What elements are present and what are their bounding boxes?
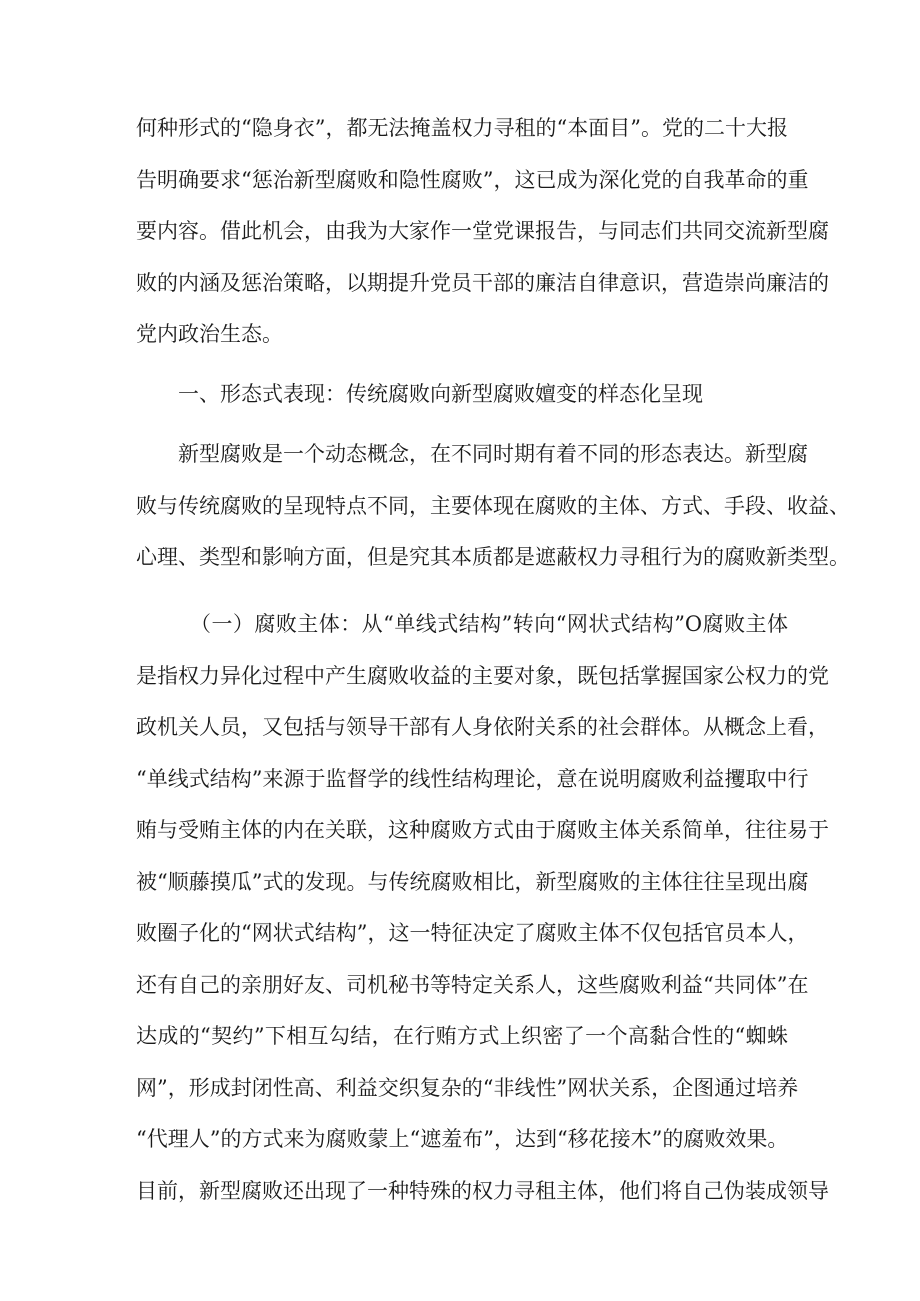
paragraph-line: 败与传统腐败的呈现特点不同，主要体现在腐败的主体、方式、手段、收益、 xyxy=(136,494,850,518)
paragraph-line: 要内容。借此机会，由我为大家作一堂党课报告，与同志们共同交流新型腐 xyxy=(136,219,829,243)
paragraph-line: 被“顺藤摸瓜”式的发现。与传统腐败相比，新型腐败的主体往往呈现出腐 xyxy=(136,870,809,894)
paragraph-line: 败的内涵及惩治策略，以期提升党员干部的廉洁自律意识，营造崇尚廉洁的 xyxy=(136,271,829,295)
paragraph-line: 网”，形成封闭性高、利益交织复杂的“非线性”网状关系，企图通过培养 xyxy=(136,1076,799,1100)
paragraph-line: 是指权力异化过程中产生腐败收益的主要对象，既包括掌握国家公权力的党 xyxy=(136,664,829,688)
paragraph-line: 还有自己的亲朋好友、司机秘书等特定关系人，这些腐败利益“共同体”在 xyxy=(136,973,809,997)
paragraph-line: “代理人”的方式来为腐败蒙上“遮羞布”，达到“移花接木”的腐败效果。 xyxy=(136,1127,789,1151)
paragraph-line: 政机关人员，又包括与领导干部有人身依附关系的社会群体。从概念上看， xyxy=(136,715,829,739)
section-heading: 一、形态式表现：传统腐败向新型腐败嬗变的样态化呈现 xyxy=(178,382,703,406)
paragraph-line: 目前，新型腐败还出现了一种特殊的权力寻租主体，他们将自己伪装成领导 xyxy=(136,1179,829,1203)
paragraph-line: 贿与受贿主体的内在关联，这种腐败方式由于腐败主体关系简单，往往易于 xyxy=(136,818,829,842)
paragraph-line: 新型腐败是一个动态概念，在不同时期有着不同的形态表达。新型腐 xyxy=(178,442,808,466)
paragraph-line: 党内政治生态。 xyxy=(136,322,283,346)
paragraph-line: 达成的“契约”下相互勾结，在行贿方式上织密了一个高黏合性的“蜘蛛 xyxy=(136,1024,788,1048)
paragraph-line: 告明确要求“惩治新型腐败和隐性腐败”，这已成为深化党的自我革命的重 xyxy=(136,168,809,192)
paragraph-line: “单线式结构”来源于监督学的线性结构理论，意在说明腐败利益攫取中行 xyxy=(136,767,809,791)
paragraph-line: 败圈子化的“网状式结构”，这一特征决定了腐败主体不仅包括官员本人， xyxy=(136,921,809,945)
paragraph-line: 心理、类型和影响方面，但是究其本质都是遮蔽权力寻租行为的腐败新类型。 xyxy=(136,545,850,569)
paragraph-line: 何种形式的“隐身衣”，都无法掩盖权力寻租的“本面目”。党的二十大报 xyxy=(136,116,788,140)
subsection-heading-line: （一）腐败主体：从“单线式结构”转向“网状式结构”O腐败主体 xyxy=(190,612,788,636)
